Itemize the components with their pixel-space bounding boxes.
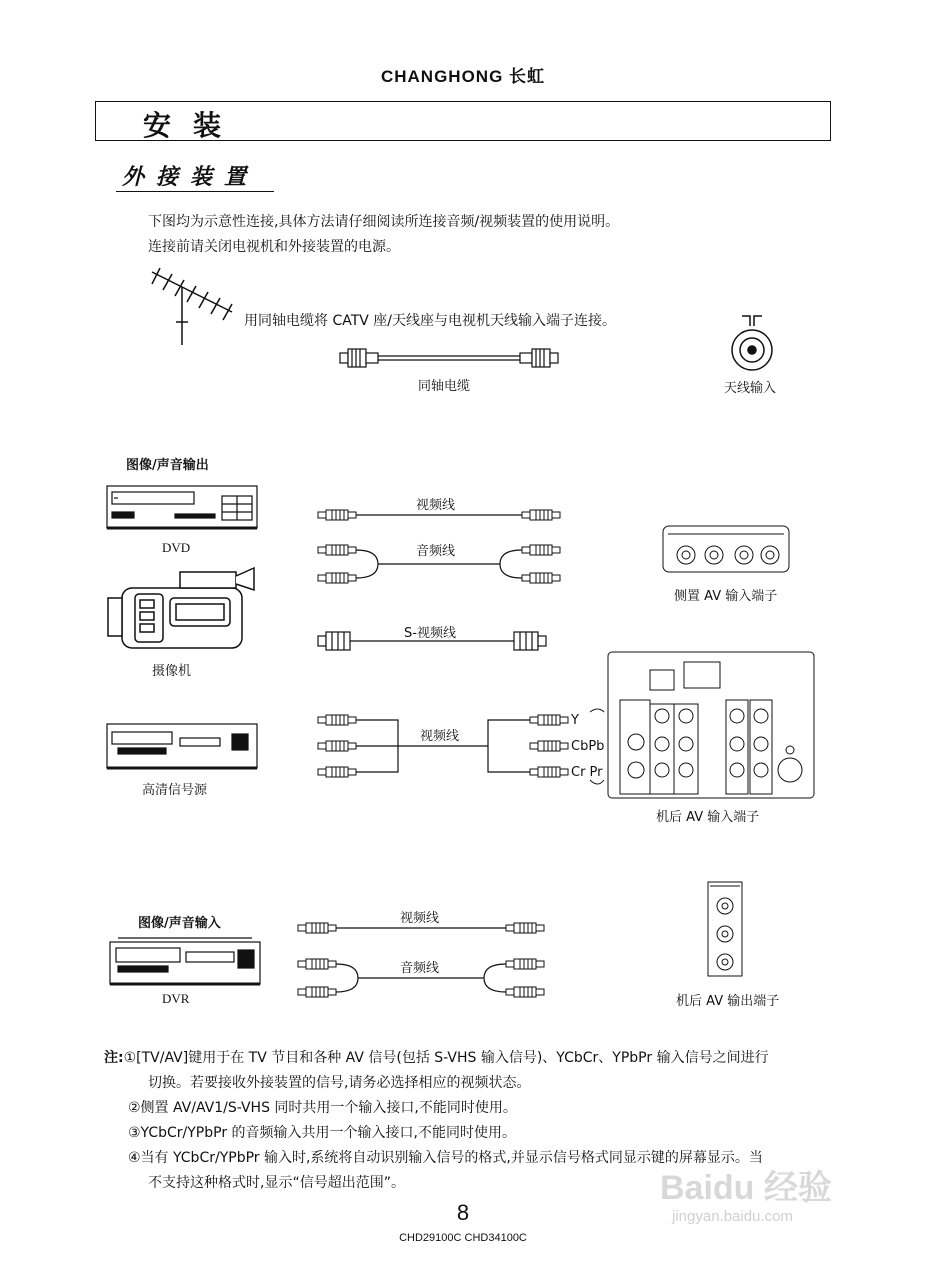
hd-source-icon: [107, 724, 257, 768]
dvr-audio-cable-label: 音频线: [400, 961, 440, 976]
camcorder-icon: [108, 568, 254, 648]
antenna-jack-icon: [732, 316, 772, 370]
model-number: CHD29100C CHD34100C: [399, 1232, 527, 1244]
video-cable-label: 视频线: [416, 498, 456, 513]
brand-logo: CHANGHONG 长虹: [380, 67, 546, 86]
note-1-line-1: ①[TV/AV]键用于在 TV 节目和各种 AV 信号(包括 S-VHS 输入信号)、YCbCr、YPbPr 输入信号之间进行: [123, 1050, 769, 1066]
device-dvr-label: DVR: [162, 991, 190, 1006]
dvr-video-cable-label: 视频线: [400, 911, 440, 926]
antenna-icon: [152, 268, 232, 345]
bracket-icon: [590, 709, 604, 784]
component-y-label: Y: [571, 713, 579, 728]
antenna-input-label: 天线输入: [724, 381, 777, 396]
side-av-panel-icon: [663, 526, 789, 572]
component-cb-label: CbPb: [571, 739, 605, 754]
intro-line-1: 下图均为示意性连接,具体方法请仔细阅读所连接音频/视频装置的使用说明。: [148, 214, 620, 230]
note-1-line-2: 切换。若要接收外接装置的信号,请务必选择相应的视频状态。: [148, 1075, 531, 1091]
rear-av-panel-icon: [608, 652, 814, 798]
component-video-cable-label: 视频线: [420, 729, 460, 744]
subsection-title: 外接装置: [122, 164, 259, 190]
device-dvd-label: DVD: [162, 540, 191, 555]
av-input-heading: 图像/声音输入: [138, 916, 221, 931]
note-3: ③YCbCr/YPbPr 的音频输入共用一个输入接口,不能同时使用。: [128, 1125, 516, 1141]
page-number: 8: [456, 1200, 470, 1225]
note-4-line-1: ④当有 YCbCr/YPbPr 输入时,系统将自动识别输入信号的格式,并显示信号格式同显示键的屏幕显示。当: [128, 1150, 763, 1166]
dvr-video-cable-icon: [298, 923, 544, 933]
side-av-input-label: 侧置 AV 输入端子: [674, 589, 778, 604]
video-cable-icon: [318, 510, 560, 520]
watermark-logo: Baidu 经验: [660, 1169, 832, 1207]
intro-line-2: 连接前请关闭电视机和外接装置的电源。: [148, 239, 400, 255]
audio-cable-icon: [318, 545, 560, 583]
coax-cable-label: 同轴电缆: [418, 379, 471, 394]
dvr-icon: [110, 938, 260, 984]
dvr-audio-cable-icon: [298, 959, 544, 997]
component-cable-icon: [318, 715, 568, 777]
antenna-instruction: 用同轴电缆将 CATV 座/天线座与电视机天线输入端子连接。: [244, 313, 617, 329]
component-cr-label: Cr Pr: [571, 765, 603, 780]
watermark-url: jingyan.baidu.com: [672, 1208, 793, 1225]
rear-av-output-label: 机后 AV 输出端子: [676, 994, 780, 1009]
svideo-cable-label: S-视频线: [404, 626, 456, 641]
audio-cable-label: 音频线: [416, 544, 456, 559]
note-2: ②侧置 AV/AV1/S-VHS 同时共用一个输入接口,不能同时使用。: [128, 1100, 517, 1116]
rear-av-output-panel-icon: [708, 882, 742, 976]
note-4-line-2: 不支持这种格式时,显示“信号超出范围”。: [148, 1175, 405, 1191]
device-camcorder-label: 摄像机: [152, 664, 192, 679]
av-output-heading: 图像/声音输出: [126, 458, 209, 473]
notes-prefix: 注:: [104, 1050, 124, 1066]
section-title: 安装: [143, 109, 244, 142]
dvd-player-icon: [107, 486, 257, 528]
device-hd-source-label: 高清信号源: [142, 783, 208, 798]
rear-av-input-label: 机后 AV 输入端子: [656, 810, 760, 825]
coax-cable-icon: [340, 349, 558, 367]
svideo-cable-icon: [318, 632, 546, 650]
